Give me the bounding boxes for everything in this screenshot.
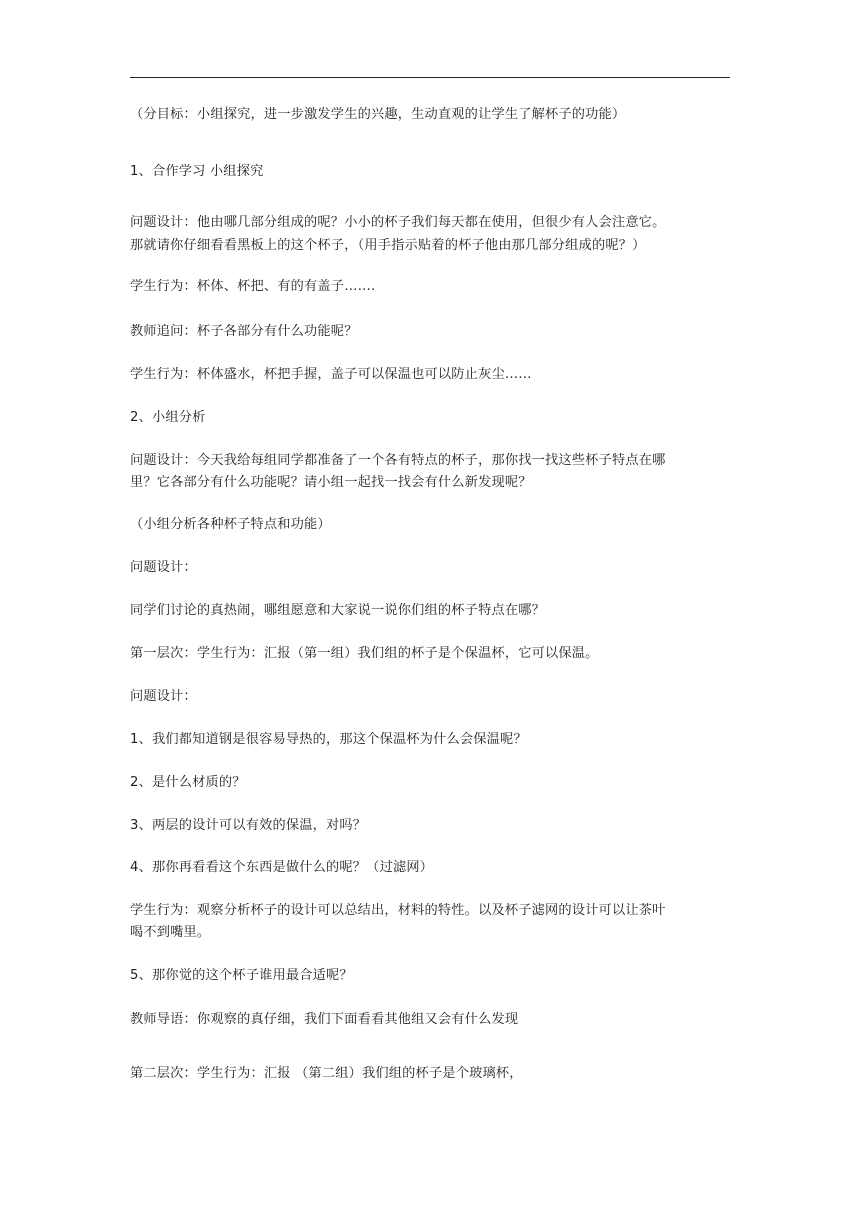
paragraph-line: 第二层次：学生行为：汇报 （第二组）我们组的杯子是个玻璃杯， xyxy=(130,1066,523,1081)
list-item: 4、那你再看看这个东西是做什么的呢？（过滤网） xyxy=(130,860,434,875)
paragraph-line: 教师导语：你观察的真仔细，我们下面看看其他组又会有什么发现 xyxy=(130,1012,519,1027)
paragraph-line: 那就请你仔细看看黑板上的这个杯子，（用手指示贴着的杯子他由那几部分组成的呢？） xyxy=(130,238,646,253)
paragraph-line: 学生行为：观察分析杯子的设计可以总结出，材料的特性。以及杯子滤网的设计可以让茶叶 xyxy=(130,903,666,918)
paragraph-line: 教师追问：杯子各部分有什么功能呢？ xyxy=(130,324,358,339)
list-item: 5、那你觉的这个杯子谁用最合适呢？ xyxy=(130,968,353,983)
paragraph-line: 喝不到嘴里。 xyxy=(130,925,211,940)
paragraph-line: 问题设计：今天我给每组同学都准备了一个各有特点的杯子，那你找一找这些杯子特点在哪 xyxy=(130,453,666,468)
paragraph-line: 问题设计： xyxy=(130,560,197,575)
paragraph-line: 里？它各部分有什么功能呢？请小组一起找一找会有什么新发现呢？ xyxy=(130,475,532,490)
paragraph-line: （小组分析各种杯子特点和功能） xyxy=(130,517,331,532)
paragraph-line: 问题设计：他由哪几部分组成的呢？小小的杯子我们每天都在使用，但很少有人会注意它。 xyxy=(130,215,666,230)
paragraph-line: 学生行为：杯体盛水，杯把手握，盖子可以保温也可以防止灰尘…… xyxy=(130,367,532,382)
subgoal-note: （分目标：小组探究，进一步激发学生的兴趣，生动直观的让学生了解杯子的功能） xyxy=(130,107,626,122)
header-rule xyxy=(130,77,730,78)
paragraph-line: 第一层次：学生行为：汇报（第一组）我们组的杯子是个保温杯，它可以保温。 xyxy=(130,646,599,661)
list-item: 2、是什么材质的？ xyxy=(130,775,246,790)
section-heading-1: 1、合作学习 小组探究 xyxy=(130,164,264,179)
paragraph-line: 问题设计： xyxy=(130,689,197,704)
paragraph-line: 同学们讨论的真热闹，哪组愿意和大家说一说你们组的杯子特点在哪？ xyxy=(130,603,546,618)
section-heading-2: 2、小组分析 xyxy=(130,410,206,425)
list-item: 1、我们都知道钢是很容易导热的，那这个保温杯为什么会保温呢？ xyxy=(130,732,527,747)
list-item: 3、两层的设计可以有效的保温，对吗？ xyxy=(130,818,367,833)
paragraph-line: 学生行为：杯体、杯把、有的有盖子……. xyxy=(130,279,376,294)
